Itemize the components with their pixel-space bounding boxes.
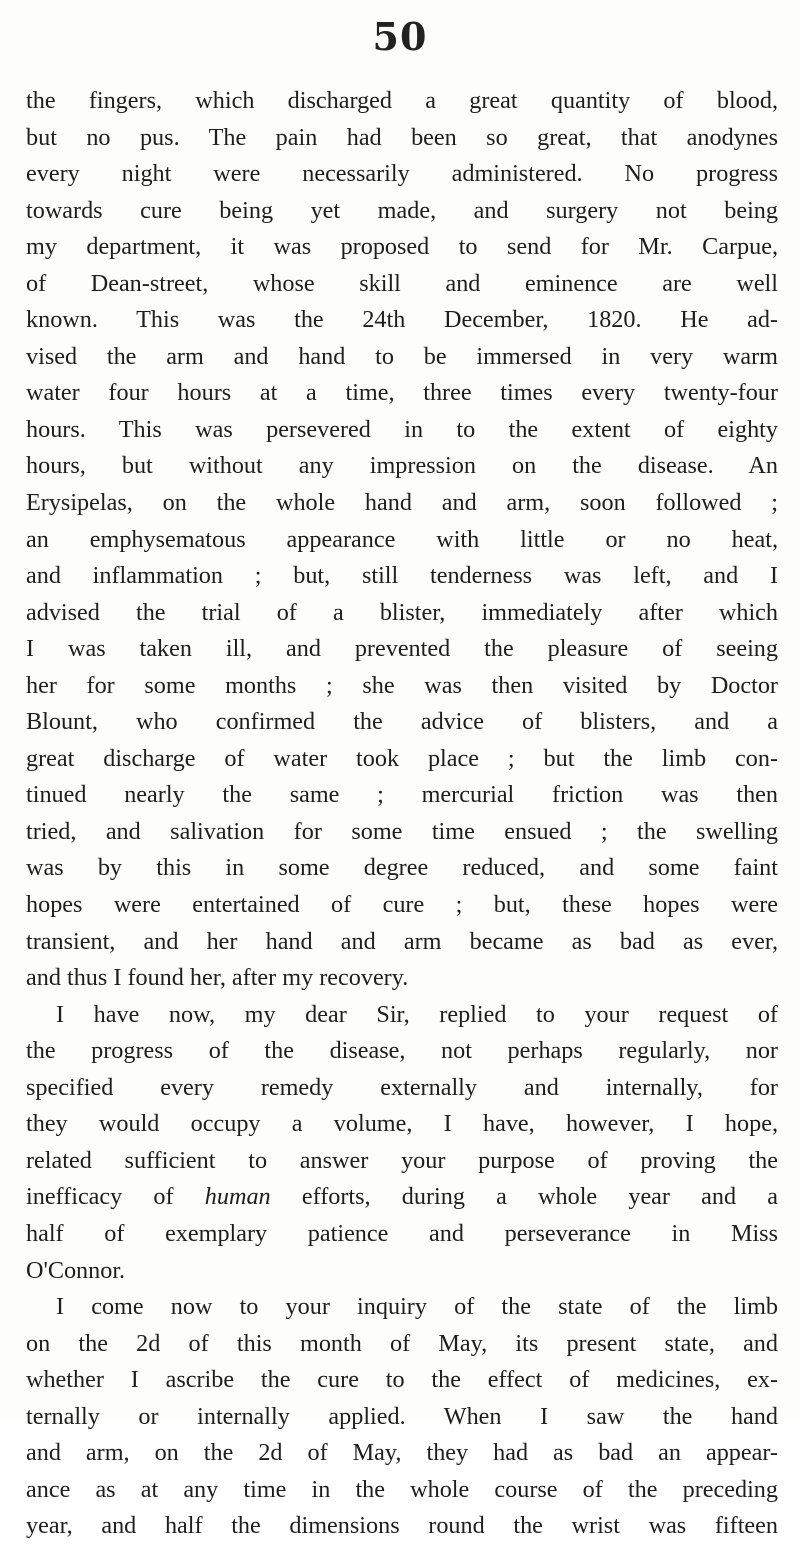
text-line: water four hours at a time, three times every twenty-four (26, 379, 778, 407)
text-line: every night were necessarily administered. No progress (26, 160, 778, 188)
text-line: of Dean-street, whose skill and eminence are well (26, 269, 778, 297)
text-line: advised the trial of a blister, immediately after which (26, 598, 778, 626)
text-line: hours, but without any impression on the disease. An (26, 452, 778, 480)
page-number: 50 (372, 14, 428, 59)
text-line: Blount, who confirmed the advice of blisters, and a (26, 708, 778, 736)
text-line: hopes were entertained of cure ; but, these hopes were (26, 891, 778, 919)
text-line: I was taken ill, and prevented the pleasure of seeing (26, 635, 778, 663)
text-line: tinued nearly the same ; mercurial friction was then (26, 781, 778, 809)
text-line: Erysipelas, on the whole hand and arm, soon followed ; (26, 489, 778, 517)
text-line: related sufficient to answer your purpose of proving the (26, 1146, 778, 1174)
text-line: towards cure being yet made, and surgery not being (26, 196, 778, 224)
text-line: the fingers, which discharged a great quantity of blood, (26, 87, 778, 114)
body-text (26, 83, 778, 1545)
text-line: was by this in some degree reduced, and some faint (26, 854, 778, 882)
text-line: year, and half the dimensions round the wrist was fifteen (26, 1512, 778, 1540)
text-line: ance as at any time in the whole course of the preceding (26, 1475, 778, 1503)
text-line: and thus I found her, after my recovery. (26, 964, 409, 992)
text-line: but no pus. The pain had been so great, that anodynes (26, 123, 778, 151)
text-line: half of exemplary patience and perseverance in Miss (26, 1219, 778, 1247)
text-line: they would occupy a volume, I have, however, I hope, (26, 1110, 778, 1138)
text-run: efforts, during a whole year and a (301, 1183, 778, 1211)
text-line: great discharge of water took place ; but the limb con- (26, 744, 778, 772)
text-line: transient, and her hand and arm became as bad as ever, (26, 927, 778, 955)
text-line: the progress of the disease, not perhaps regularly, nor (26, 1037, 778, 1065)
text-line: hours. This was persevered in to the extent of eighty (26, 415, 778, 443)
text-line: I have now, my dear Sir, replied to your request of (56, 1000, 778, 1028)
text-line: and inflammation ; but, still tenderness was left, and I (26, 562, 778, 590)
text-line: O'Connor. (26, 1256, 126, 1284)
text-line: known. This was the 24th December, 1820. He ad- (26, 306, 778, 334)
text-line: an emphysematous appearance with little or no heat, (26, 525, 778, 553)
text-line: on the 2d of this month of May, its present state, and (26, 1329, 778, 1357)
text-line: and arm, on the 2d of May, they had as bad an appear- (26, 1439, 778, 1467)
text-line: ternally or internally applied. When I saw the hand (26, 1402, 778, 1430)
text-line: vised the arm and hand to be immersed in very warm (26, 342, 778, 370)
text-line: specified every remedy externally and internally, for (26, 1073, 778, 1101)
text-line: whether I ascribe the cure to the effect of medicines, ex- (26, 1366, 778, 1394)
italic-word: human (204, 1183, 271, 1211)
text-line: I come now to your inquiry of the state of the limb (56, 1293, 778, 1321)
text-line-italic (26, 1179, 778, 1216)
text-line: her for some months ; she was then visited by Doctor (26, 671, 778, 699)
text-line: my department, it was proposed to send for Mr. Carpue, (26, 233, 778, 261)
text-run: inefficacy of (26, 1183, 174, 1211)
text-line: tried, and salivation for some time ensued ; the swelling (26, 817, 778, 845)
